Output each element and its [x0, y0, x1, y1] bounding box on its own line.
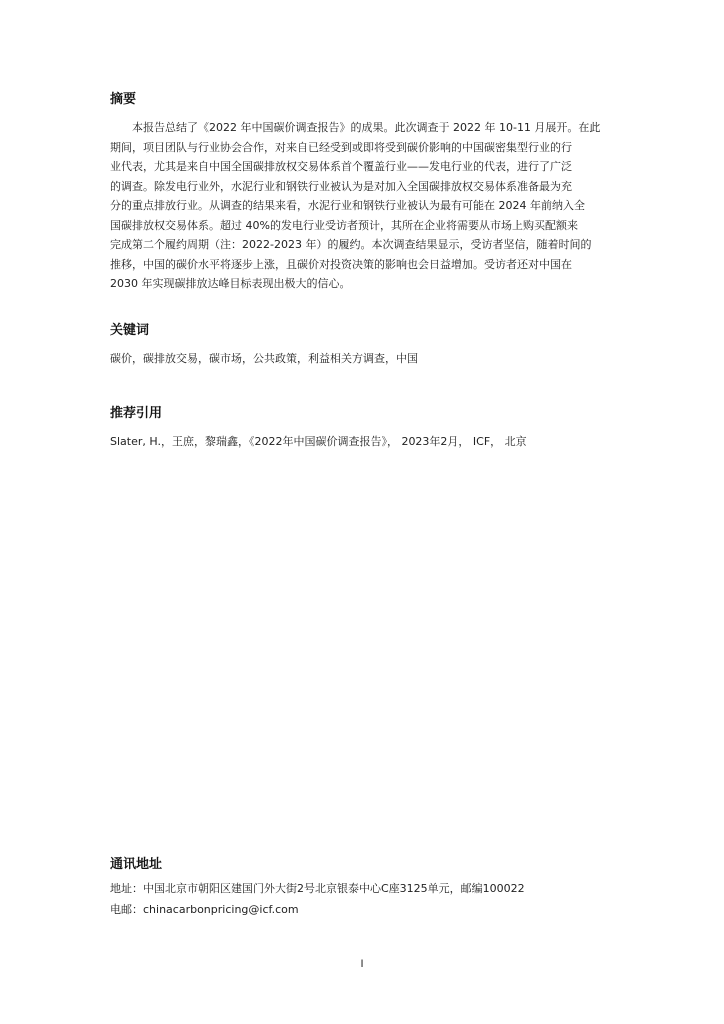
abstract-line: 本报告总结了《2022 年中国碳价调查报告》的成果。此次调查于 2022 年 10-11 月展开。在此 — [132, 121, 601, 134]
abstract-line: 完成第二个履约周期（注：2022-2023 年）的履约。本次调查结果显示，受访者坚信，随着时间的 — [110, 238, 592, 251]
contact-email[interactable]: 电邮：chinacarbonpricing@icf.com — [110, 903, 299, 916]
citation-heading: 推荐引用 — [110, 406, 163, 421]
contact-details — [110, 878, 630, 920]
page-number: I — [360, 958, 364, 970]
keywords-section — [110, 322, 630, 369]
citation-section — [110, 405, 630, 452]
keywords-text: 碳价，碳排放交易，碳市场，公共政策，利益相关方调查，中国 — [110, 352, 418, 365]
contact-section — [110, 856, 630, 920]
abstract-line: 分的重点排放行业。从调查的结果来看，水泥行业和钢铁行业被认为最有可能在 2024 年前纳入全 — [110, 199, 585, 212]
abstract-section — [110, 91, 630, 294]
keywords-heading: 关键词 — [110, 323, 150, 338]
contact-heading: 通讯地址 — [110, 857, 163, 872]
abstract-line: 2030 年实现碳排放达峰目标表现出极大的信心。 — [110, 277, 351, 290]
citation-text: Slater, H.，王庶，黎瑞鑫，《2022年中国碳价调查报告》， 2023年2月， ICF， 北京 — [110, 435, 527, 448]
contact-address: 地址：中国北京市朝阳区建国门外大街2号北京银泰中心C座3125单元，邮编100022 — [110, 882, 525, 895]
abstract-line: 的调查。除发电行业外，水泥行业和钢铁行业被认为是对加入全国碳排放权交易体系准备最为充 — [110, 179, 572, 193]
abstract-line: 业代表，尤其是来自中国全国碳排放权交易体系首个覆盖行业——发电行业的代表，进行了广泛 — [110, 160, 572, 173]
abstract-heading: 摘要 — [110, 92, 137, 107]
abstract-line: 推移，中国的碳价水平将逐步上涨，且碳价对投资决策的影响也会日益增加。受访者还对中国在 — [110, 257, 572, 271]
abstract-paragraph — [110, 118, 630, 294]
abstract-line: 国碳排放权交易体系。超过 40%的发电行业受访者预计，其所在企业将需要从市场上购买配额来 — [110, 218, 578, 232]
abstract-line: 期间，项目团队与行业协会合作，对来自已经受到或即将受到碳价影响的中国碳密集型行业的行 — [110, 140, 572, 154]
